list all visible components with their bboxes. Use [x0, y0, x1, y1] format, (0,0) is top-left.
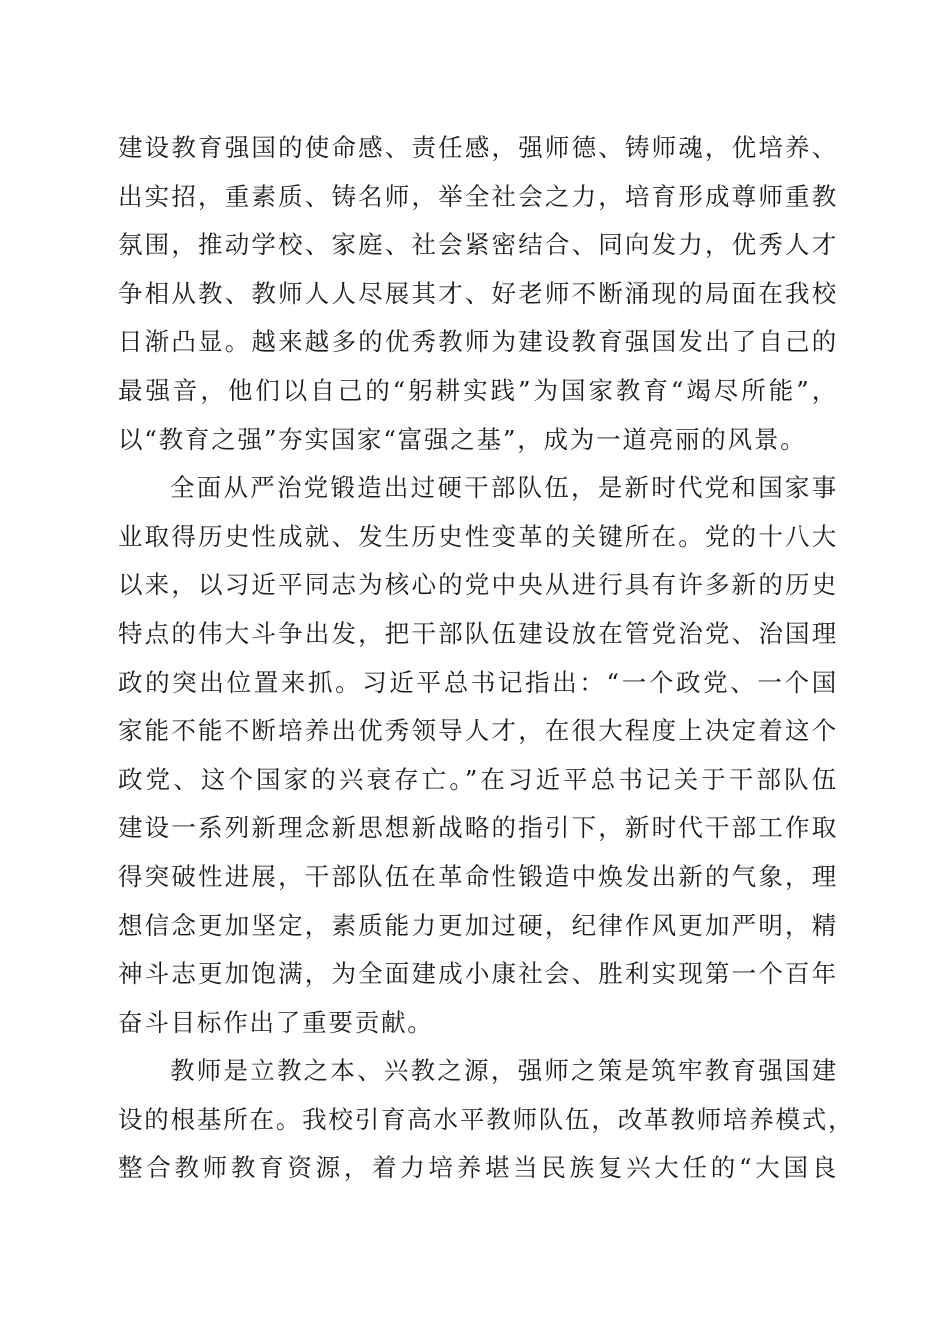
body-text [118, 124, 855, 1193]
paragraph-2-line-1: 全面从严治党锻造出过硬干部队伍，是新时代党和国家事 [170, 473, 838, 503]
paragraph-2-line-7: 政党、这个国家的兴衰存亡。”在习近平总书记关于干部队伍 [118, 764, 838, 794]
paragraph-3-line-2: 设的根基所在。我校引育高水平教师队伍，改革教师培养模式， [118, 1104, 855, 1134]
paragraph-2-line-11: 神斗志更加饱满，为全面建成小康社会、胜利实现第一个百年 [118, 959, 838, 989]
paragraph-1-line-3: 氛围，推动学校、家庭、社会紧密结合、同向发力，优秀人才 [118, 230, 838, 260]
paragraph-2-line-9: 得突破性进展，干部队伍在革命性锻造中焕发出新的气象，理 [118, 861, 838, 891]
paragraph-1-line-2: 出实招，重素质、铸名师，举全社会之力，培育形成尊师重教 [118, 181, 838, 211]
paragraph-1-line-7: 以“教育之强”夯实国家“富强之基”，成为一道亮丽的风景。 [118, 424, 807, 454]
paragraph-1-line-6: 最强音，他们以自己的“躬耕实践”为国家教育“竭尽所能”， [118, 375, 838, 405]
paragraph-3-line-1: 教师是立教之本、兴教之源，强师之策是筑牢教育强国建 [170, 1056, 838, 1086]
paragraph-1-line-4: 争相从教、教师人人尽展其才、好老师不断涌现的局面在我校 [118, 278, 838, 308]
paragraph-1-line-1: 建设教育强国的使命感、责任感，强师德、铸师魂，优培养、 [118, 133, 838, 162]
paragraph-1-line-5: 日渐凸显。越来越多的优秀教师为建设教育强国发出了自己的 [118, 327, 838, 357]
paragraph-2-line-8: 建设一系列新理念新思想新战略的指引下，新时代干部工作取 [118, 813, 838, 843]
paragraph-2-line-10: 想信念更加坚定，素质能力更加过硬，纪律作风更加严明，精 [118, 910, 838, 940]
paragraph-2-line-12: 奋斗目标作出了重要贡献。 [118, 1007, 434, 1037]
paragraph-2-line-4: 特点的伟大斗争出发，把干部队伍建设放在管党治党、治国理 [118, 618, 838, 648]
paragraph-2-line-6: 家能不能不断培养出优秀领导人才，在很大程度上决定着这个 [118, 716, 838, 746]
paragraph-3-line-3: 整合教师教育资源，着力培养堪当民族复兴大任的“大国良 [118, 1153, 838, 1183]
paragraph-2-line-3: 以来，以习近平同志为核心的党中央从进行具有许多新的历史 [118, 570, 838, 600]
paragraph-2-line-5: 政的突出位置来抓。习近平总书记指出：“一个政党、一个国 [118, 667, 838, 697]
paragraph-2-line-2: 业取得历史性成就、发生历史性变革的关键所在。党的十八大 [118, 521, 838, 551]
